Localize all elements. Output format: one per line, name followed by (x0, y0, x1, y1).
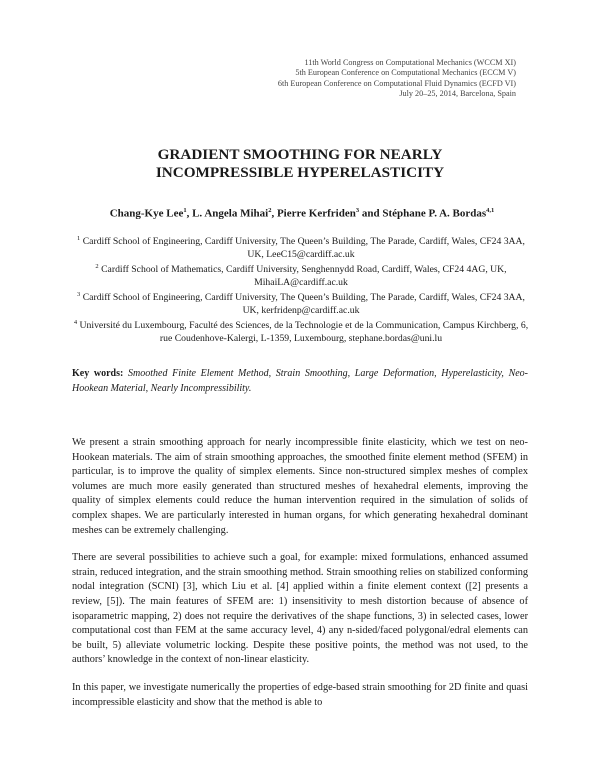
conference-date-location: July 20–25, 2014, Barcelona, Spain (399, 89, 516, 99)
body-text (72, 436, 528, 723)
conference-line: 11th World Congress on Computational Mechanics (WCCM XI) (304, 58, 516, 67)
affiliation (72, 289, 530, 317)
keywords-text: Smoothed Finite Element Method, Strain Smoothing, Large Deformation, Hyperelasticity, Neo-Hookean Material, Nearly Incompressibility. (72, 368, 529, 394)
affiliation-text: Cardiff School of Mathematics, Cardiff University, Senghennydd Road, Cardiff, Wales, CF24 4AG, UK, MihaiLA@cardiff.ac.uk (101, 264, 507, 288)
keywords-label: Key words: (72, 368, 124, 379)
affiliation-text: Cardiff School of Engineering, Cardiff University, The Queen’s Building, The Parade, Cardiff, Wales, CF24 3AA, UK, LeeC15@cardiff.ac.uk (82, 236, 525, 260)
affiliation-text: Cardiff School of Engineering, Cardiff University, The Queen’s Building, The Parade, Cardiff, Wales, CF24 3AA, UK, kerfridenp@cardiff.ac.uk (82, 292, 525, 316)
paper-title (0, 146, 600, 181)
author-name: Chang-Kye Lee (109, 207, 184, 220)
author-separator: , (186, 207, 193, 220)
author-list (92, 204, 512, 221)
author-name: L. Angela Mihai (192, 207, 269, 220)
keywords-block (72, 366, 528, 396)
affiliation-mark: 2 (95, 263, 99, 271)
author-name: Pierre Kerfriden (276, 207, 356, 220)
author-name: Stéphane P. A. Bordas (382, 207, 487, 220)
conference-header (278, 58, 516, 100)
conference-line: 5th European Conference on Computational Mechanics (ECCM V) (295, 68, 516, 78)
body-paragraph: In this paper, we investigate numerically the properties of edge-based strain smoothing for 2D finite and quasi incompressible elasticity and show that the method is able to (72, 681, 528, 708)
author-separator: , (271, 207, 277, 220)
affiliation-mark: 4 (73, 319, 78, 327)
affiliation-mark: 1 (77, 235, 81, 242)
author-affiliation-mark: 3 (355, 207, 360, 214)
author-affiliation-mark: 1 (183, 207, 187, 214)
conference-line: 6th European Conference on Computational Fluid Dynamics (ECFD VI) (277, 78, 516, 88)
author-affiliation-mark: 2 (268, 207, 272, 214)
affiliation-list (72, 233, 530, 345)
body-paragraph: There are several possibilities to achieve such a goal, for example: mixed formulations, enhanced assumed strain, reduced integration, and the strain smoothing method. Strain smoothing relies on stabilized conforming nodal integration (SCNI) [3], which Liu et al. [4] applied within a finite element context ([2] presents a review, [5]). The main features of SFEM are: 1) insensitivity to mesh distortion because of absence of isoparametric mapping, 2) does not require the derivatives of the shape functions, 3) in selected cases, lower computational cost than FEM at the same accuracy level, 4) any n-sided/faced polygonal/edral elements can be built, 5) alleviate volumetric locking. Despite these positive points, the method was not used, to the authors’ knowledge in the context of non-linear elasticity. (72, 552, 528, 666)
paper-title-line: INCOMPRESSIBLE HYPERELASTICITY (155, 163, 445, 181)
author-separator: and (359, 207, 383, 220)
affiliation (72, 317, 530, 345)
affiliation-mark: 3 (77, 291, 81, 299)
affiliation (72, 261, 530, 289)
paper-title-line: GRADIENT SMOOTHING FOR NEARLY (157, 146, 443, 163)
affiliation-text: Université du Luxembourg, Faculté des Sciences, de la Technologie et de la Communication, Campus Kirchberg, 6, rue Coudenhove-Kalergi, L-1359, Luxembourg, stephane.bordas@uni.lu (79, 320, 529, 344)
affiliation (72, 233, 530, 261)
author-affiliation-mark: 4,1 (486, 207, 495, 214)
body-paragraph: We present a strain smoothing approach for nearly incompressible finite elasticity, which we test on neo-Hookean materials. The aim of strain smoothing approaches, the smoothed finite element method (SFEM) in particular, is to improve the quality of simplex elements. Since non-structured simplex meshes of complex volumes are much more easily generated than structured meshes of hexahedral elements, improving the quality of simplex elements could reduce the human intervention required in the simulation of solids of complex shapes. We are particularly interested in human organs, for which generating hexahedral dominant meshes can be extremely challenging. (72, 437, 528, 536)
